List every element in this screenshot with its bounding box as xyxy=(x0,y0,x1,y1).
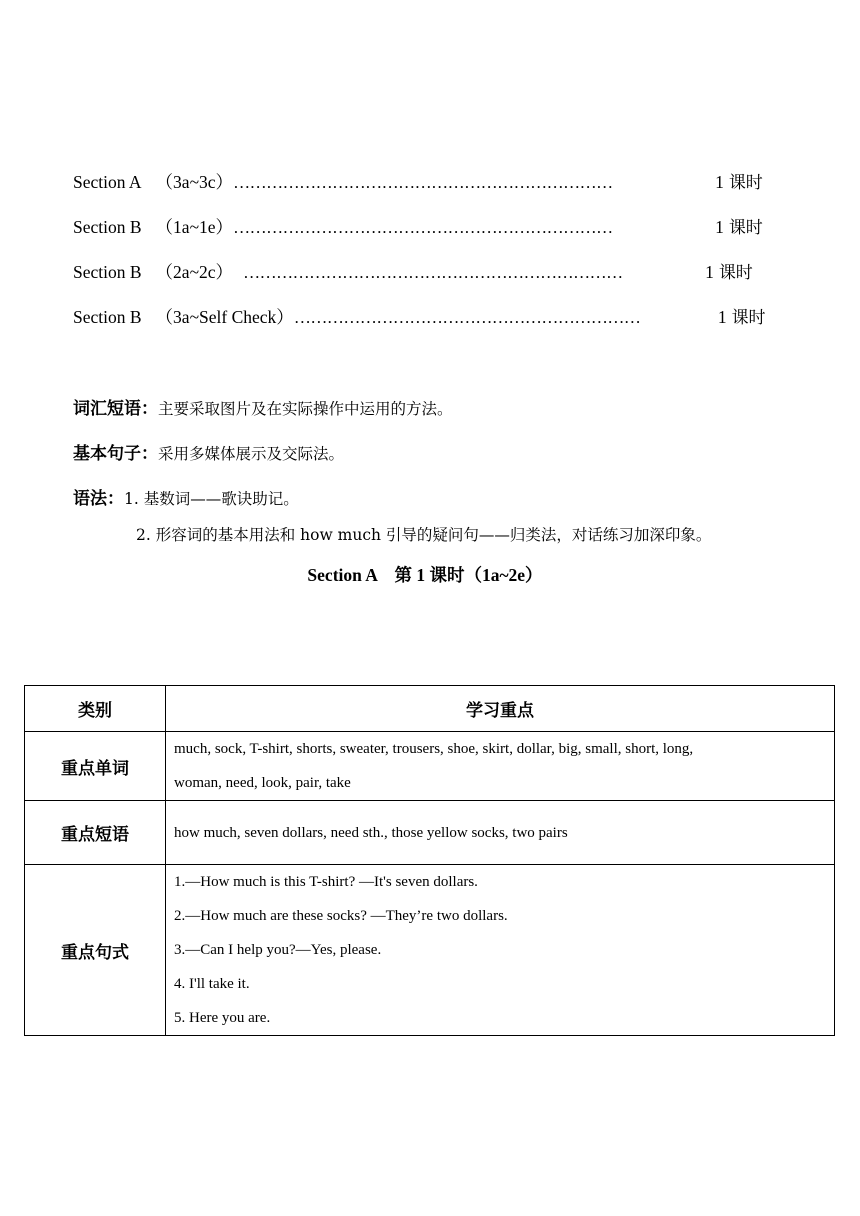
method-text: 2. 形容词的基本用法和 how much 引导的疑问句——归类法，对话练习加深印象。 xyxy=(136,526,712,544)
method-label: 词汇短语： xyxy=(73,399,158,419)
row-category: 重点单词 xyxy=(25,732,166,801)
method-grammar xyxy=(73,484,299,509)
content-line: 1.—How much is this T-shirt? —It's seven dollars. xyxy=(174,874,478,890)
toc-section: Section B xyxy=(73,307,142,327)
toc-line xyxy=(73,303,766,329)
content-line: 3.—Can I help you?—Yes, please. xyxy=(174,942,382,958)
toc-section: Section B xyxy=(73,217,142,237)
row-content xyxy=(166,732,835,801)
content-line: woman, need, look, pair, take xyxy=(174,775,351,791)
toc-leader-dots: ……………………………………………………… xyxy=(293,308,641,327)
row-content xyxy=(166,801,835,865)
table-header-row xyxy=(25,686,835,732)
toc-range: （3a~Self Check） xyxy=(155,307,294,327)
method-sentences xyxy=(73,439,344,464)
content-line: 2.—How much are these socks? —They’re two dollars. xyxy=(174,908,508,924)
toc-line xyxy=(73,168,763,194)
row-category: 重点句式 xyxy=(25,865,166,1036)
toc-leader-dots: …………………………………………………………… xyxy=(233,218,613,237)
method-vocabulary xyxy=(73,394,453,419)
row-category: 重点短语 xyxy=(25,801,166,865)
table-row xyxy=(25,732,835,801)
toc-leader-dots: …………………………………………………………… xyxy=(233,173,613,192)
table-row xyxy=(25,801,835,865)
section-title: Section A 第 1 课时（1a~2e） xyxy=(307,565,543,585)
toc-range: （3a~3c） xyxy=(155,172,234,192)
toc-section: Section A xyxy=(73,172,142,192)
toc-hours-number: 1 xyxy=(715,172,724,192)
toc-hours-number: 1 xyxy=(715,217,724,237)
toc-line xyxy=(73,258,753,284)
method-text: 主要采取图片及在实际操作中运用的方法。 xyxy=(158,400,453,418)
toc-hours-number: 1 xyxy=(705,262,714,282)
toc-hours-unit: 课时 xyxy=(728,173,763,193)
content-line: how much, seven dollars, need sth., those yellow socks, two pairs xyxy=(174,824,568,841)
content-line: 4. I'll take it. xyxy=(174,976,250,992)
content-line: 5. Here you are. xyxy=(174,1010,271,1026)
method-text: 1. 基数词——歌诀助记。 xyxy=(124,490,299,508)
toc-hours-number: 1 xyxy=(717,307,727,327)
learning-focus-table xyxy=(24,685,835,1036)
content-line: much, sock, T-shirt, shorts, sweater, trousers, shoe, skirt, dollar, big, small, short, long, xyxy=(174,741,694,757)
toc-leader-dots: …………………………………………………………… xyxy=(243,263,623,282)
toc-range: （1a~1e） xyxy=(155,217,234,237)
method-label: 基本句子： xyxy=(73,444,158,464)
method-text: 采用多媒体展示及交际法。 xyxy=(158,445,345,463)
row-content xyxy=(166,865,835,1036)
header-category: 类别 xyxy=(25,686,166,732)
method-label: 语法： xyxy=(73,489,124,509)
table-row xyxy=(25,865,835,1036)
toc-line xyxy=(73,213,763,239)
toc-section: Section B xyxy=(73,262,142,282)
header-focus: 学习重点 xyxy=(166,686,835,732)
method-grammar-item-2 xyxy=(136,523,711,545)
toc-range: （2a~2c） xyxy=(155,262,234,282)
toc-hours-unit: 课时 xyxy=(731,308,766,328)
toc-hours-unit: 课时 xyxy=(718,263,753,283)
toc-hours-unit: 课时 xyxy=(728,218,763,238)
